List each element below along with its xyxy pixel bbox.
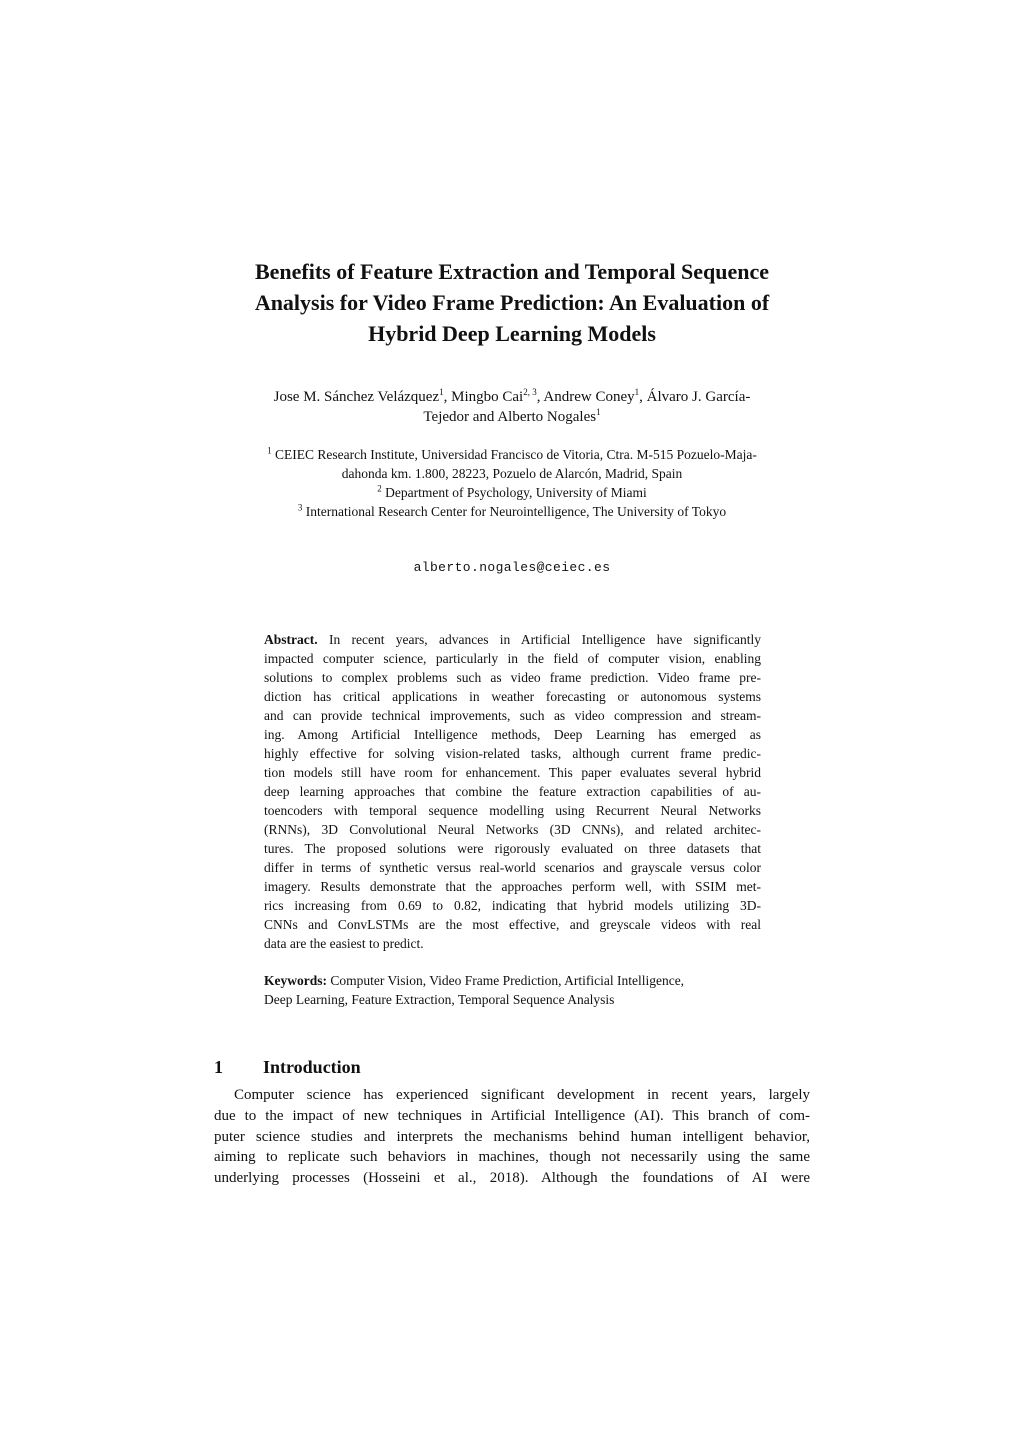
affiliation-line	[212, 502, 812, 521]
title-line: Analysis for Video Frame Prediction: An Evaluation of	[254, 290, 770, 315]
abstract-line: impacted computer science, particularly in the field of computer vision, enabling	[264, 651, 761, 666]
affiliation-text: International Research Center for Neurointelligence, The University of Tokyo	[302, 504, 727, 519]
abstract-line: tion models still have room for enhancement. This paper evaluates several hybrid	[264, 765, 761, 780]
title-line: Benefits of Feature Extraction and Temporal Sequence	[254, 259, 770, 284]
author-line	[212, 387, 812, 407]
author-name: Álvaro J. García-	[646, 389, 751, 405]
abstract	[264, 630, 761, 953]
contact-email: alberto.nogales@ceiec.es	[413, 560, 611, 575]
affiliation-mark: 3	[297, 502, 303, 513]
abstract-text: In recent years, advances in Artificial Intelligence have significantly	[317, 632, 761, 647]
author-separator: ,	[443, 389, 452, 405]
author-list	[212, 387, 812, 427]
abstract-line: CNNs and ConvLSTMs are the most effective, and greyscale videos with real	[264, 917, 761, 932]
author-affiliation-mark: 1	[439, 387, 444, 397]
abstract-line: (RNNs), 3D Convolutional Neural Networks (3D CNNs), and related architec-	[264, 822, 761, 837]
author-affiliation-mark: 1	[634, 387, 640, 397]
affiliation-mark: 2	[377, 483, 382, 494]
keywords	[264, 971, 761, 1009]
author-separator: ,	[536, 389, 544, 405]
author-affiliation-mark: 1	[596, 407, 601, 417]
abstract-line	[264, 630, 761, 649]
section-number: 1	[214, 1056, 223, 1077]
body-line: puter science studies and interprets the mechanisms behind human intelligent behavior,	[214, 1128, 810, 1145]
affiliations	[212, 445, 812, 521]
affiliation-text: CEIEC Research Institute, Universidad Francisco de Vitoria, Ctra. M-515 Pozuelo-Maja-	[271, 447, 757, 462]
body-line: aiming to replicate such behaviors in machines, though not necessarily using the same	[214, 1149, 810, 1166]
abstract-line: deep learning approaches that combine the feature extraction capabilities of au-	[264, 784, 761, 799]
abstract-line: and can provide technical improvements, such as video compression and stream-	[264, 708, 761, 723]
paper-title	[212, 256, 812, 349]
author-line	[212, 407, 812, 427]
author-name: Jose M. Sánchez Velázquez	[273, 389, 440, 405]
introduction-paragraph	[214, 1085, 810, 1189]
keywords-text: Computer Vision, Video Frame Prediction, Artificial Intelligence,	[327, 973, 685, 988]
affiliation-line	[212, 445, 812, 464]
body-line: due to the impact of new techniques in Artificial Intelligence (AI). This branch of com-	[214, 1107, 810, 1124]
author-affiliation-mark: 2, 3	[523, 387, 537, 397]
abstract-line: tures. The proposed solutions were rigorously evaluated on three datasets that	[264, 841, 761, 856]
abstract-label: Abstract.	[264, 632, 318, 647]
abstract-line: highly effective for solving vision-related tasks, although current frame predic-	[264, 746, 761, 761]
author-name: Tejedor and Alberto Nogales	[423, 409, 597, 425]
abstract-line: imagery. Results demonstrate that the approaches perform well, with SSIM met-	[264, 879, 761, 894]
keywords-line: Deep Learning, Feature Extraction, Temporal Sequence Analysis	[264, 992, 615, 1007]
author-name: Andrew Coney	[543, 389, 635, 405]
title-line: Hybrid Deep Learning Models	[368, 321, 656, 346]
abstract-line: rics increasing from 0.69 to 0.82, indicating that hybrid models utilizing 3D-	[264, 898, 761, 913]
affiliation-line	[212, 483, 812, 502]
author-separator: ,	[639, 389, 647, 405]
abstract-line: diction has critical applications in weather forecasting or autonomous systems	[264, 689, 761, 704]
affiliation-mark: 1	[267, 445, 272, 456]
author-name: Mingbo Cai	[451, 389, 524, 405]
abstract-line: ing. Among Artificial Intelligence methods, Deep Learning has emerged as	[264, 727, 761, 742]
keywords-label: Keywords:	[264, 973, 327, 988]
section-heading-introduction	[214, 1055, 361, 1079]
affiliation-text: Department of Psychology, University of Miami	[381, 485, 647, 500]
section-title: Introduction	[263, 1056, 361, 1077]
abstract-line: differ in terms of synthetic versus real-world scenarios and grayscale versus color	[264, 860, 761, 875]
abstract-line: data are the easiest to predict.	[264, 936, 424, 951]
abstract-line: solutions to complex problems such as video frame prediction. Video frame pre-	[264, 670, 761, 685]
body-line: underlying processes (Hosseini et al., 2018). Although the foundations of AI were	[214, 1170, 810, 1187]
abstract-line: toencoders with temporal sequence modelling using Recurrent Neural Networks	[264, 803, 761, 818]
keywords-line	[264, 971, 761, 990]
affiliation-line: dahonda km. 1.800, 28223, Pozuelo de Alarcón, Madrid, Spain	[341, 466, 683, 481]
body-line: Computer science has experienced significant development in recent years, largely	[234, 1087, 810, 1103]
